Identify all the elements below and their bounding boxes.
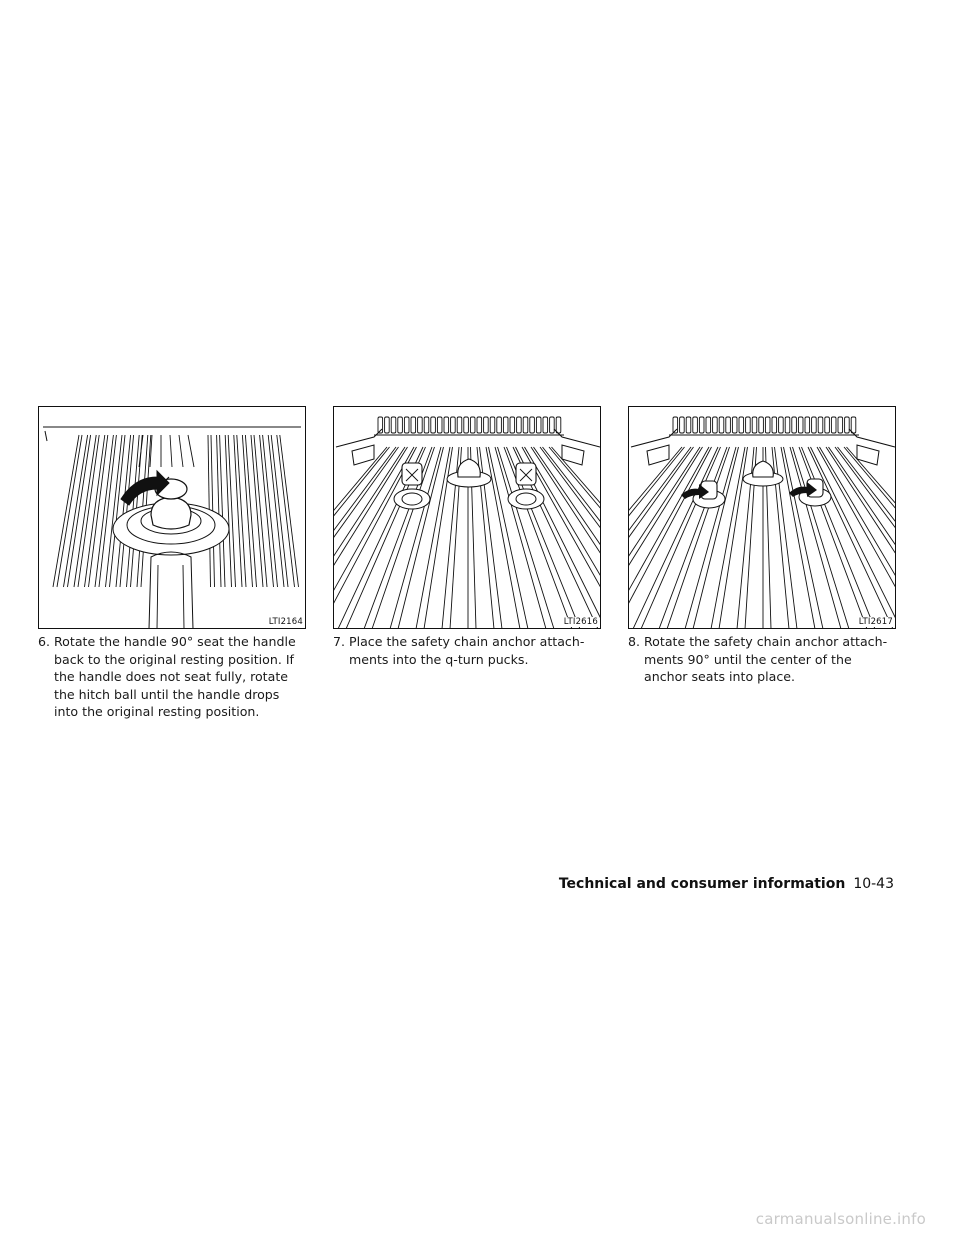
figure-code: LTI2617 — [858, 617, 893, 627]
step-7 — [333, 633, 601, 668]
step-text: Place the safety chain anchor attach-ments into the q-turn pucks. — [349, 634, 585, 667]
figure-place-anchors — [333, 406, 601, 629]
step-number: 7. — [333, 634, 346, 649]
figure-handle-rotation — [38, 406, 306, 629]
step-number: 8. — [628, 634, 641, 649]
watermark-text: carmanualsonline.info — [755, 1210, 926, 1228]
step-text: Rotate the handle 90° seat the handle back to the original resting position. If the handle does not seat fully, rotate the hitch ball until the handle drops into the original resting position. — [54, 634, 296, 719]
hitch-handle-illustration — [39, 407, 306, 629]
step-number: 6. — [38, 634, 51, 649]
anchor-placement-illustration — [334, 407, 601, 629]
page-footer — [559, 876, 894, 892]
figure-code: LTI2616 — [563, 617, 598, 627]
section-title: Technical and consumer information — [558, 876, 846, 892]
figure-rotate-anchors — [628, 406, 896, 629]
figure-code: LTI2164 — [268, 617, 303, 627]
anchor-rotation-illustration — [629, 407, 896, 629]
page-number: 10-43 — [853, 876, 894, 892]
step-text: Rotate the safety chain anchor attach-ments 90° until the center of the anchor seats into place. — [644, 634, 888, 684]
step-8 — [628, 633, 896, 686]
step-6 — [38, 633, 306, 721]
